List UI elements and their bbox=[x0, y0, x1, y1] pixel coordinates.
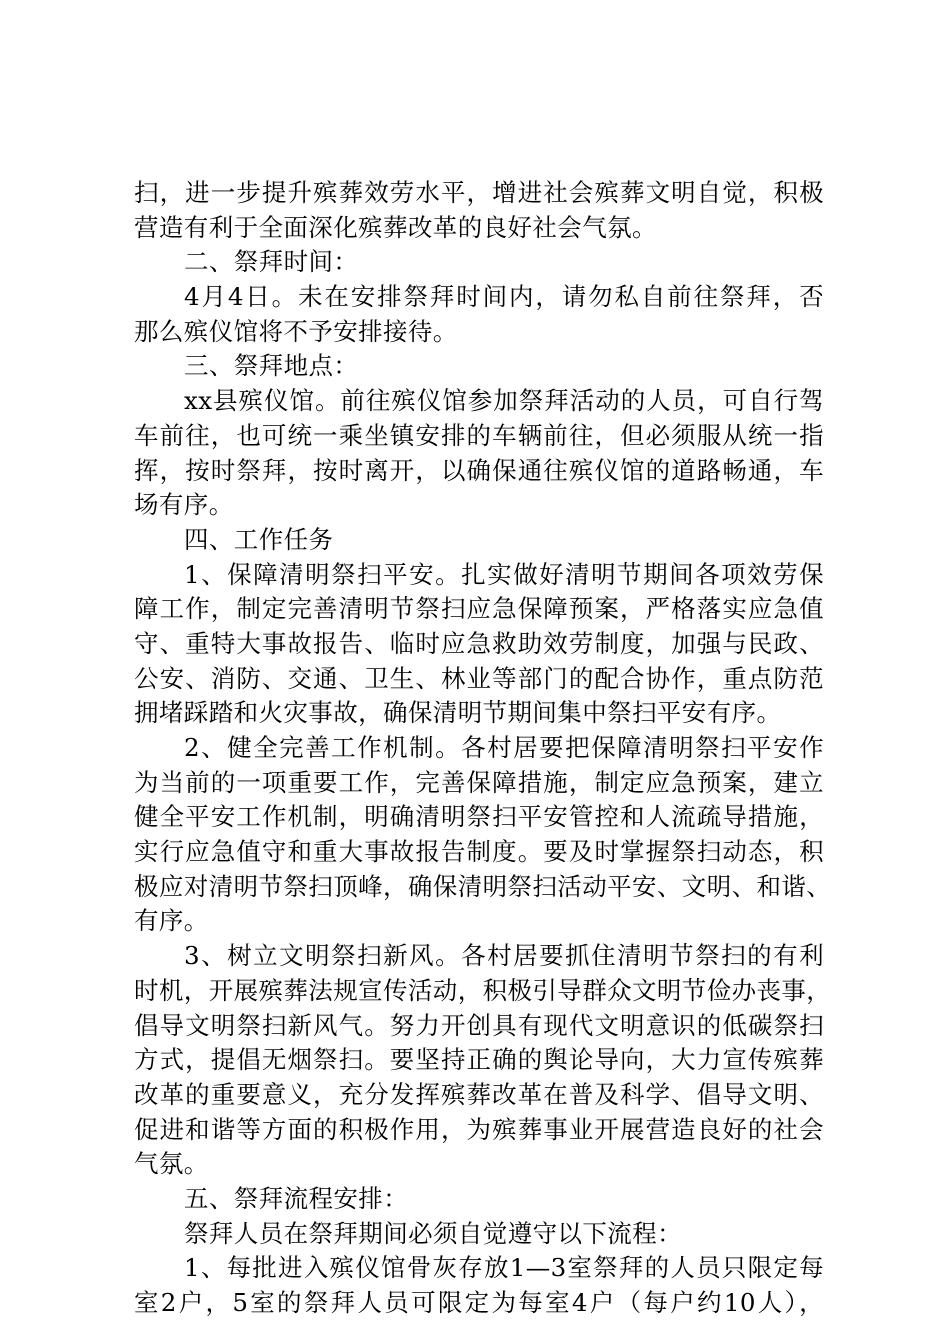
text-line: xx县殡仪馆。前往殡仪馆参加祭拜活动的人员，可自行驾 bbox=[184, 386, 824, 416]
text-line: 极应对清明节祭扫顶峰，确保清明祭扫活动平安、文明、和谐、 bbox=[134, 871, 832, 901]
text-line: 三、祭拜地点： bbox=[184, 351, 359, 381]
text-line: 公安、消防、交通、卫生、林业等部门的配合协作，重点防范 bbox=[134, 663, 824, 693]
text-line: 1、每批进入殡仪馆骨灰存放1—3室祭拜的人员只限定每 bbox=[184, 1253, 824, 1283]
text-line: 守、重特大事故报告、临时应急救助效劳制度，加强与民政、 bbox=[134, 628, 824, 658]
text-line: 室2户，5室的祭拜人员可限定为每室4户（每户约10人）， bbox=[134, 1288, 824, 1317]
text-line: 时机，开展殡葬法规宣传活动，积极引导群众文明节俭办丧事， bbox=[134, 975, 832, 1005]
text-line: 扫，进一步提升殡葬效劳水平，增进社会殡葬文明自觉，积极 bbox=[134, 178, 824, 207]
text-line: 四、工作任务 bbox=[184, 524, 334, 554]
text-line: 倡导文明祭扫新风气。努力开创具有现代文明意识的低碳祭扫 bbox=[134, 1010, 824, 1040]
text-line: 障工作，制定完善清明节祭扫应急保障预案，严格落实应急值 bbox=[134, 594, 824, 624]
text-line: 拥堵踩踏和火灾事故，确保清明节期间集中祭扫平安有序。 bbox=[134, 698, 782, 728]
text-line: 1、保障清明祭扫平安。扎实做好清明节期间各项效劳保 bbox=[184, 559, 824, 589]
text-line: 健全平安工作机制，明确清明祭扫平安管控和人流疏导措施， bbox=[134, 802, 824, 832]
text-line: 挥，按时祭拜，按时离开，以确保通往殡仪馆的道路畅通，车 bbox=[134, 455, 824, 485]
text-line: 营造有利于全面深化殡葬改革的良好社会气氛。 bbox=[134, 212, 657, 242]
text-line: 二、祭拜时间： bbox=[184, 247, 359, 277]
text-line: 五、祭拜流程安排： bbox=[184, 1183, 409, 1213]
text-line: 3、树立文明祭扫新风。各村居要抓住清明节祭扫的有利 bbox=[184, 941, 824, 971]
text-line: 促进和谐等方面的积极作用，为殡葬事业开展营造良好的社会 bbox=[134, 1114, 824, 1144]
text-line: 改革的重要意义，充分发挥殡葬改革在普及科学、倡导文明、 bbox=[134, 1079, 824, 1109]
text-line: 祭拜人员在祭拜期间必须自觉遵守以下流程： bbox=[184, 1218, 682, 1248]
text-line: 气氛。 bbox=[134, 1149, 209, 1179]
text-line: 2、健全完善工作机制。各村居要把保障清明祭扫平安作 bbox=[184, 733, 824, 762]
text-line: 方式，提倡无烟祭扫。要坚持正确的舆论导向，大力宣传殡葬 bbox=[134, 1045, 824, 1075]
text-line: 实行应急值守和重大事故报告制度。要及时掌握祭扫动态，积 bbox=[134, 837, 824, 867]
text-line: 车前往，也可统一乘坐镇安排的车辆前往，但必须服从统一指 bbox=[134, 420, 824, 450]
document-body bbox=[134, 176, 832, 1321]
text-line: 4月4日。未在安排祭拜时间内，请勿私自前往祭拜，否 bbox=[184, 282, 824, 312]
text-line: 有序。 bbox=[134, 906, 209, 936]
text-line: 场有序。 bbox=[134, 490, 234, 520]
text-line: 为当前的一项重要工作，完善保障措施，制定应急预案，建立 bbox=[134, 767, 824, 797]
text-line: 那么殡仪馆将不予安排接待。 bbox=[134, 316, 458, 346]
